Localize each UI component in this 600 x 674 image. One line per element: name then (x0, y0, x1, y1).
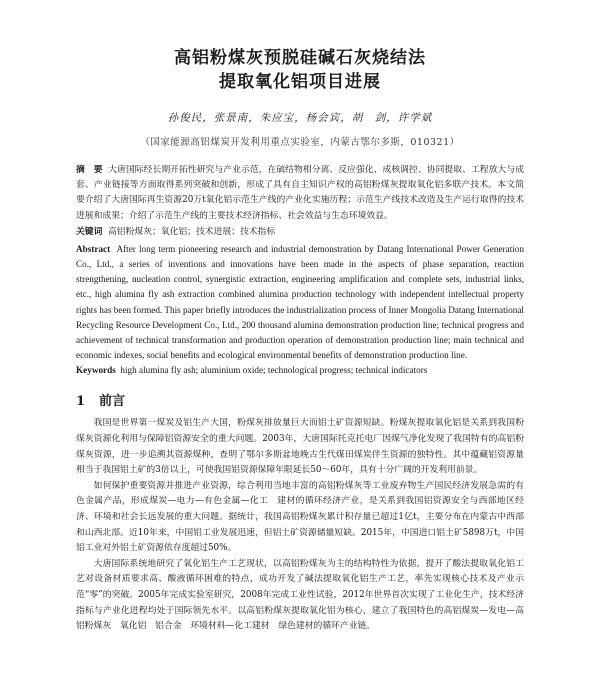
abstract-cn-text: 大唐国际经长期开拓性研究与产业示范，在硫结物相分离、反应强化、成核调控、协同提取、工程放大与成套、产业链接等方面取得系列突破和创新，形成了具有自主知识产权的高铝粉煤灰提取氧化铝多联产技术。本文简要介绍了大唐国际再生资源20万t氧化铝示范生产线的产业化实施历程；示范生产线技术改造及生产运行取得的技术进展和成果；介绍了示范生产线的主要技术经济指标、社会效益与生态环境效益。 (76, 165, 524, 221)
abstract-en-label: Abstract (76, 243, 111, 254)
author-list: 孙俊民，张景南，朱应宝，杨会宾，胡 剑，许学斌 (167, 112, 433, 124)
abstract-cn (76, 163, 524, 224)
section-title: 前言 (99, 394, 126, 410)
keywords-en-text: high alumina fly ash; aluminium oxide; technological progress; technical indicators (120, 365, 428, 376)
keywords-en-label: Keywords (76, 365, 116, 376)
abstract-cn-label: 摘 要 (76, 165, 103, 175)
paper-title-line1: 高铝粉煤灰预脱硅碱石灰烧结法 (174, 48, 426, 68)
keywords-cn-text: 高铝粉煤灰；氧化铝；技术进展；技术指标 (108, 226, 276, 237)
abstract-en (76, 242, 524, 364)
affiliation: （国家能源高铝煤炭开发利用重点实验室，内蒙古鄂尔多斯，010321） (140, 137, 460, 148)
keywords-cn (76, 225, 524, 240)
keywords-en (76, 363, 524, 378)
paper-title-line2: 提取氧化铝项目进展 (219, 72, 381, 92)
body-paragraph: 如何保护重要资源并推进产业资源，综合利用当地丰富的高铝粉煤灰等工业废弃物生产国民经济发展急需的有色金属产品，形成煤炭—电力—有色金属—化工 建材的循环经济产业，是关系到我国铝资源安全与西部地区经济、环境和社会长远发展的重大问题。据统计，我国高铝粉煤灰累计积存量已超过1亿t，主要分布在内蒙古中西部和山西北部。近10年来，中国铝工业发展迅速，但铝土矿资源储量短缺。2015年，中国进口铝土矿5898万t，中国铝工业对外铝土矿资源依存度超过50%。 (76, 480, 524, 554)
body-paragraph: 我国是世界第一煤炭及铝生产大国，粉煤灰排放量巨大而铝土矿资源短缺。粉煤灰提取氧化铝是关系到我国粉煤灰资源化利用与保障铝资源安全的重大问题。2003年，大唐国际托克托电厂因煤气净化发现了我国特有的高铝粉煤灰资源，进一步追溯其资源煤种，查明了鄂尔多斯盆地晚古生代煤田煤炭伴生资源的独特性。其中蕴藏铝资源量相当于我国铝土矿的3倍以上，可使我国铝资源保障年限延长50～60年，具有十分广阔的开发利用前景。 (76, 418, 524, 476)
section-heading (76, 390, 524, 409)
body-paragraph: 大唐国际系统地研究了氧化铝生产工艺现状，以高铝粉煤灰为主的结构特性为依据，提开了酸法提取氧化铝工艺对设备材质要求高、酸液循环困难的特点，成功开发了碱法提取氧化铝生产工艺，率先实现核心技术及产业示范“零”的突破。2005年完成实验室研究，2008年完成工业性试验，2012年世界首次实现了工业化生产，技术经济指标与产业化进程均处于国际领先水平。以高铝粉煤灰提取氧化铝为核心，建立了我国特色的高铝煤炭—发电—高铝粉煤灰 氧化铝 铝合金 环境材料—化工建材 绿色建材的循环产业链。 (76, 558, 524, 632)
abstract-en-text: After long term pioneering research and industrial demonstration by Datang International Power Generation Co., Ltd., a series of inventions and innovations have been made in the aspects of phase separation, reaction strengthening, nucleation control, synergistic extraction, engineering amplification and complete sets, industrial links, etc., high alumina fly ash extraction combined alumina production technology with independent intellectual property rights has been formed. This paper briefly introduces the industrialization process of Inner Mongolia Datang International Recycling Resource Development Co., Ltd., 200 thousand alumina demonstration production line; technical progress and achievement of technical transformation and production operation of demonstration production line; main technical and economic indexes, social benefits and ecological environmental benefits of demonstration production line. (76, 243, 524, 361)
section-number: 1 (76, 394, 86, 410)
keywords-cn-label: 关键词 (76, 226, 103, 237)
